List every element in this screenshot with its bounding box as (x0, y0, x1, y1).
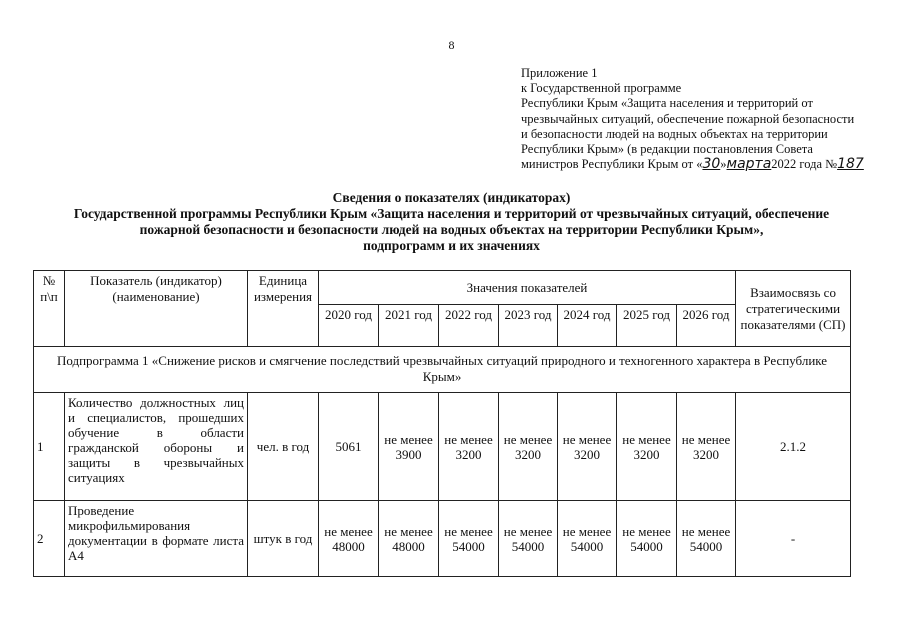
row-indicator: Количество должностных лиц и специалистов, прошедших обучение в области гражданской обороны и защиты в чрезвычайных ситуациях (65, 393, 248, 501)
annex-line: чрезвычайных ситуаций, обеспечение пожарной безопасности (521, 111, 855, 126)
document-heading (20, 190, 883, 254)
annex-line: и безопасности людей на водных объектах на территории (521, 126, 828, 141)
row-value-2021: не менее 3900 (379, 393, 439, 501)
table-row (34, 393, 851, 501)
row-link: - (736, 501, 851, 577)
header-unit: Единица измерения (248, 271, 319, 347)
header-year-2025: 2025 год (617, 305, 677, 347)
row-value-2021: не менее 48000 (379, 501, 439, 577)
row-value-2024: не менее 54000 (558, 501, 617, 577)
heading-line: Государственной программы Республики Крым «Защита населения и территорий от чрезвычайных ситуаций, обеспечение (73, 206, 830, 221)
row-value-2026: не менее 54000 (677, 501, 736, 577)
header-year-2022: 2022 год (439, 305, 499, 347)
annex-note (521, 66, 881, 172)
heading-line: подпрограмм и их значениях (363, 238, 540, 253)
row-value-2022: не менее 54000 (439, 501, 499, 577)
row-value-2023: не менее 3200 (499, 393, 558, 501)
row-link: 2.1.2 (736, 393, 851, 501)
handwritten-month: марта (726, 156, 772, 173)
header-num: № п\п (34, 271, 65, 347)
header-year-2020: 2020 год (319, 305, 379, 347)
row-value-2023: не менее 54000 (499, 501, 558, 577)
handwritten-number: 187 (837, 156, 864, 173)
row-num: 2 (34, 501, 65, 577)
header-year-2024: 2024 год (558, 305, 617, 347)
page-number: 8 (448, 38, 455, 52)
subprogram-row: Подпрограмма 1 «Снижение рисков и смягчение последствий чрезвычайных ситуаций природного и техногенного характера в Республике Крым» (34, 347, 851, 393)
heading-line: пожарной безопасности и безопасности людей на водных объектах на территории Республики Крым», (139, 222, 764, 237)
header-indicator: Показатель (индикатор) (наименование) (65, 271, 248, 347)
row-value-2022: не менее 3200 (439, 393, 499, 501)
header-year-2026: 2026 год (677, 305, 736, 347)
heading-line: Сведения о показателях (индикаторах) (332, 190, 571, 205)
row-value-2025: не менее 54000 (617, 501, 677, 577)
year-text: 2022 года № (771, 157, 838, 172)
date-separator: » (720, 157, 727, 172)
row-indicator: Проведение микрофильмирования документации в формате листа А4 (65, 501, 248, 577)
annex-line: к Государственной программе (521, 81, 682, 96)
row-value-2026: не менее 3200 (677, 393, 736, 501)
row-value-2024: не менее 3200 (558, 393, 617, 501)
handwritten-day: 30 (702, 156, 721, 173)
annex-line: Республики Крым» (в редакции постановления Совета (521, 142, 813, 157)
annex-date-line (521, 157, 881, 172)
annex-line-prefix: министров Республики Крым от « (521, 157, 703, 172)
annex-line: Республики Крым «Защита населения и территорий от (521, 96, 813, 111)
annex-line: Приложение 1 (521, 66, 598, 80)
row-value-2020: 5061 (319, 393, 379, 501)
header-year-2021: 2021 год (379, 305, 439, 347)
header-values: Значения показателей (319, 271, 736, 305)
row-value-2020: не менее 48000 (319, 501, 379, 577)
header-link: Взаимосвязь со стратегическими показателями (СП) (736, 271, 851, 347)
row-unit: чел. в год (248, 393, 319, 501)
row-num: 1 (34, 393, 65, 501)
row-unit: штук в год (248, 501, 319, 577)
header-year-2023: 2023 год (499, 305, 558, 347)
table-row (34, 501, 851, 577)
indicators-table (33, 270, 851, 577)
row-value-2025: не менее 3200 (617, 393, 677, 501)
